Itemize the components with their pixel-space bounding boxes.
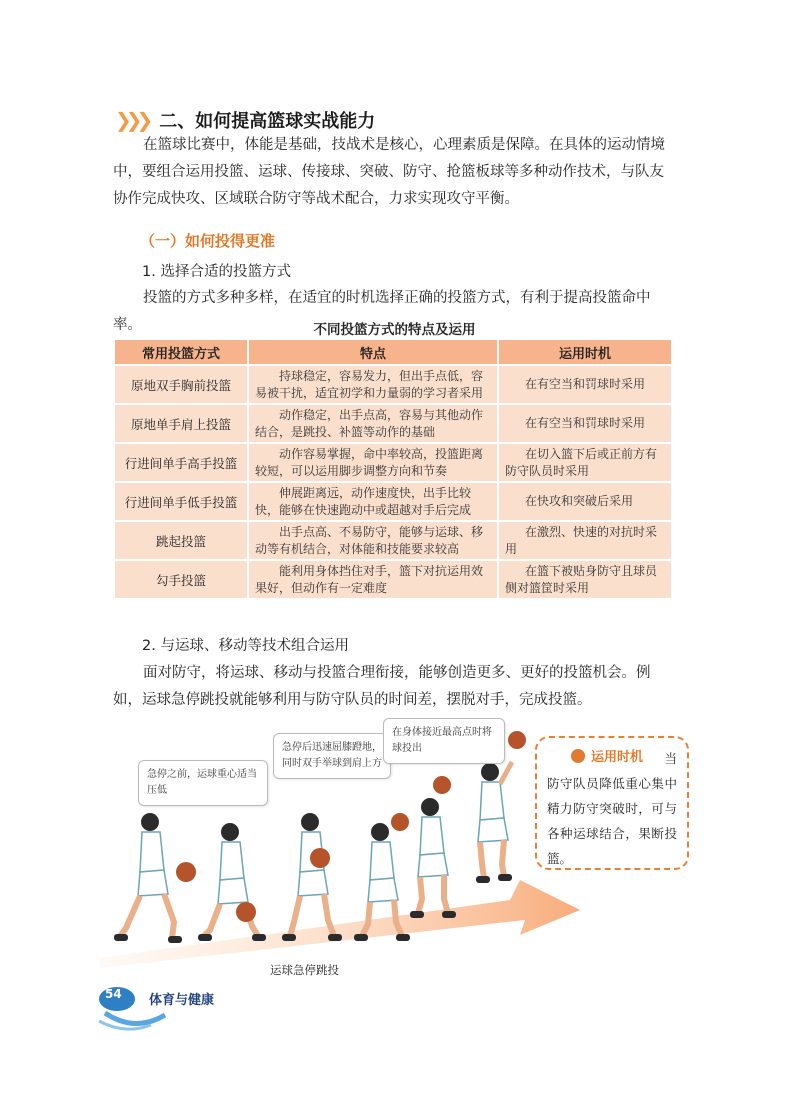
player-figure-3	[282, 813, 342, 941]
timing-cell: 在有空当和罚球时采用	[499, 405, 671, 442]
basketball-icon	[508, 731, 526, 749]
method-cell: 跳起投篮	[115, 522, 247, 559]
timing-cell: 在切入篮下后或正前方有防守队员时采用	[499, 444, 671, 481]
header-feature: 特点	[249, 340, 497, 364]
basketball-icon	[433, 776, 451, 794]
feature-cell: 能利用身体挡住对手，篮下对抗运用效果好，但动作有一定难度	[249, 561, 497, 598]
table-row	[115, 561, 671, 598]
feature-cell: 持球稳定，容易发力，但出手点低，容易被干扰，适宜初学和力量弱的学习者采用	[249, 366, 497, 403]
basketball-icon	[236, 902, 256, 922]
section-title: 二、如何提高篮球实战能力	[159, 111, 376, 132]
table-row	[115, 522, 671, 559]
timing-cell: 在激烈、快速的对抗时采用	[499, 522, 671, 559]
player-figure-6	[476, 762, 512, 883]
item2-paragraph: 面对防守，将运球、移动与投篮合理衔接，能够创造更多、更好的投篮机会。例如，运球急停跳投就能够利用与防守队员的时间差，摆脱对手，完成投篮。	[113, 665, 651, 708]
basketball-icon	[391, 813, 409, 831]
callout-bubble: 急停后迅速屈膝蹬地，同时双手举球到肩上方	[273, 733, 391, 779]
player-figure-2	[198, 823, 266, 941]
tip-body: 当防守队员降低重心集中精力防守突破时，可与各种运球结合，果断投篮。	[547, 751, 677, 866]
callout-bubble: 急停之前，运球重心适当压低	[138, 760, 268, 806]
table-row	[115, 444, 671, 481]
chevron-icon: ❯❯❯	[115, 108, 148, 132]
basketball-icon	[310, 848, 330, 868]
method-cell: 原地双手胸前投篮	[115, 366, 247, 403]
page-footer	[95, 985, 255, 1035]
shooting-methods-table	[113, 338, 673, 600]
item2-title: 2. 与运球、移动等技术组合运用	[142, 638, 349, 654]
header-method: 常用投篮方式	[115, 340, 247, 364]
timing-cell: 在篮下被贴身防守且球员侧对篮筐时采用	[499, 561, 671, 598]
timing-cell: 在有空当和罚球时采用	[499, 366, 671, 403]
item1-title: 1. 选择合适的投篮方式	[142, 264, 291, 280]
table-header-row	[115, 340, 671, 364]
method-cell: 原地单手肩上投篮	[115, 405, 247, 442]
tip-box	[535, 736, 689, 870]
item1-paragraph: 投篮的方式多种多样，在适宜的时机选择正确的投篮方式，有利于提高投篮命中率。	[113, 290, 651, 333]
feature-cell: 动作稳定，出手点高，容易与其他动作结合，是跳投、补篮等动作的基础	[249, 405, 497, 442]
feature-cell: 伸展距离远，动作速度快，出手比较快，能够在快速跑动中或超越对手后完成	[249, 483, 497, 520]
table-row	[115, 483, 671, 520]
callout-bubble: 在身体接近最高点时将球投出	[383, 718, 505, 764]
method-cell: 行进间单手高手投篮	[115, 444, 247, 481]
table-row	[115, 405, 671, 442]
table-title: 不同投篮方式的特点及运用	[313, 322, 476, 338]
feature-cell: 动作容易掌握，命中率较高，投篮距离较短，可以运用脚步调整方向和节奏	[249, 444, 497, 481]
table-row	[115, 366, 671, 403]
player-figure-1	[114, 813, 196, 943]
section-heading	[115, 107, 375, 133]
basketball-icon	[571, 749, 585, 763]
player-figure-5	[410, 776, 456, 918]
timing-cell: 在快攻和突破后采用	[499, 483, 671, 520]
page-number: 54	[105, 987, 122, 1001]
sub-heading: （一）如何投得更准	[140, 232, 276, 250]
basketball-icon	[176, 862, 196, 882]
intro-paragraph: 在篮球比赛中，体能是基础，技战术是核心，心理素质是保障。在具体的运动情境中，要组合运用投篮、运球、传接球、突破、防守、抢篮板球等多种动作技术，与队友协作完成快攻、区域联合防守等战术配合，力求实现攻守平衡。	[113, 137, 665, 207]
header-timing: 运用时机	[499, 340, 671, 364]
method-cell: 行进间单手低手投篮	[115, 483, 247, 520]
figure-caption: 运球急停跳投	[270, 963, 339, 977]
tip-heading	[571, 746, 643, 765]
tip-title: 运用时机	[591, 750, 644, 765]
book-name: 体育与健康	[149, 993, 215, 1008]
method-cell: 勾手投篮	[115, 561, 247, 598]
feature-cell: 出手点高、不易防守，能够与运球、移动等有机结合，对体能和技能要求较高	[249, 522, 497, 559]
